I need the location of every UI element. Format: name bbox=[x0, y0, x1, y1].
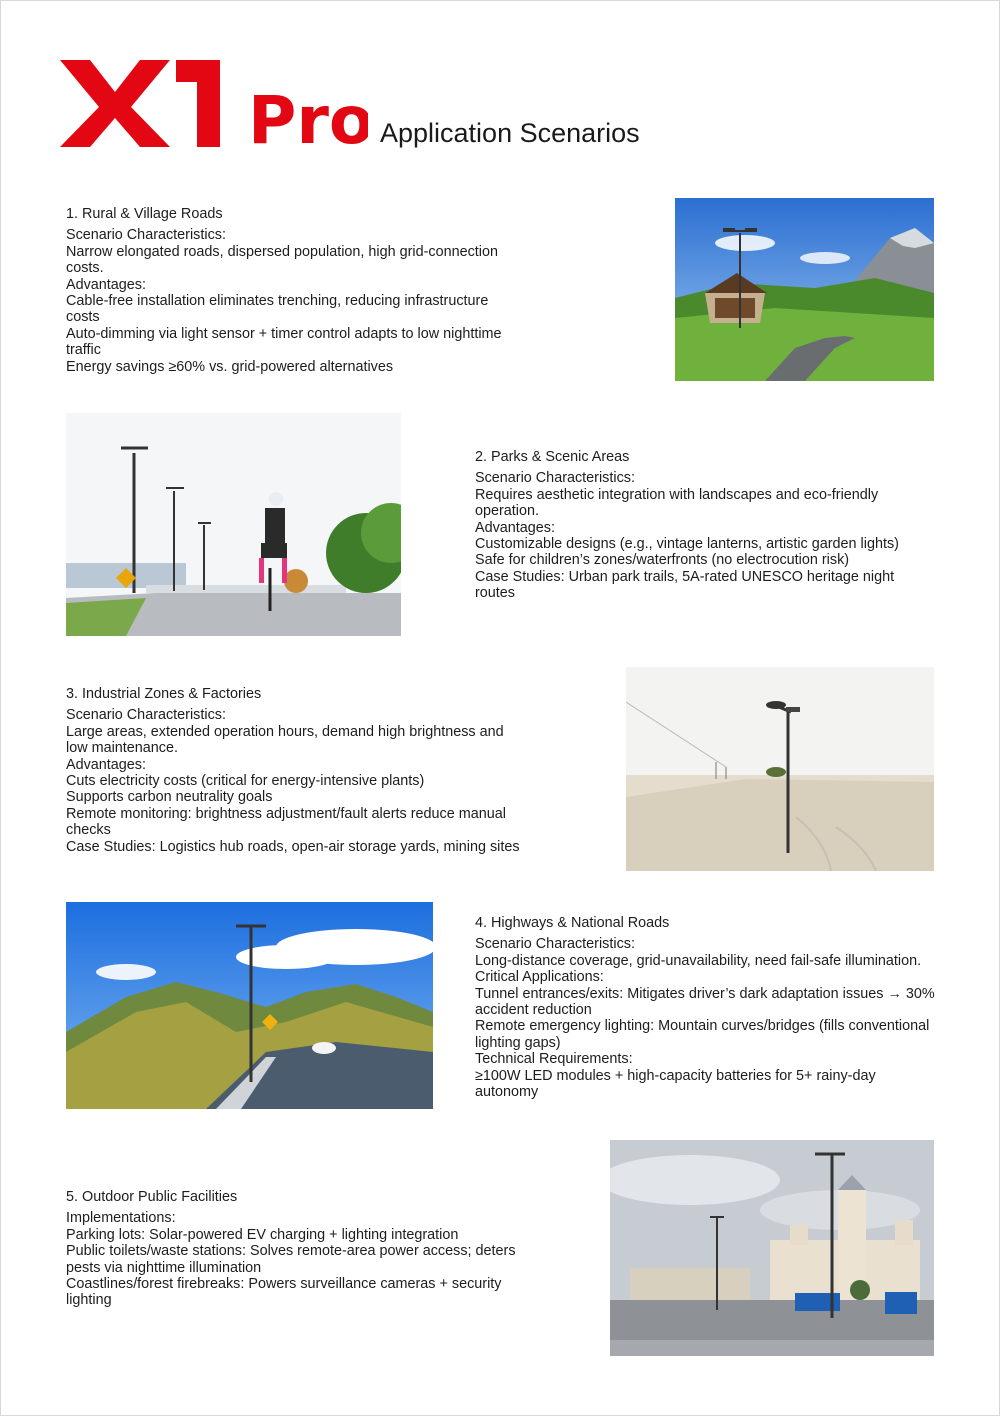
section-line: Large areas, extended operation hours, demand high brightness and low maintenance. bbox=[66, 723, 504, 757]
page-subtitle: Application Scenarios bbox=[380, 118, 640, 148]
section-line: Critical Applications: bbox=[475, 969, 604, 986]
section-line: Cable-free installation eliminates trenching, reducing infrastructure costs bbox=[66, 293, 489, 326]
section-line: Coastlines/forest firebreaks: Powers surveillance cameras + security lighting bbox=[66, 1276, 502, 1309]
section-line: Public toilets/waste stations: Solves remote-area power access; deters pests via nighttime illumination bbox=[66, 1243, 516, 1276]
section-public-facilities bbox=[66, 1189, 526, 1309]
section-line: Safe for children’s zones/waterfronts (no electrocution risk) bbox=[475, 552, 850, 569]
section-line: Scenario Characteristics: bbox=[475, 470, 635, 487]
section-line: Cuts electricity costs (critical for energy-intensive plants) bbox=[66, 773, 425, 790]
section-title: 2. Parks & Scenic Areas bbox=[475, 449, 630, 465]
section-line: Narrow elongated roads, dispersed population, high grid-connection costs. bbox=[66, 243, 498, 277]
section-title: 3. Industrial Zones & Factories bbox=[66, 686, 262, 702]
section-line: Scenario Characteristics: bbox=[66, 707, 226, 724]
section-highways bbox=[475, 915, 937, 1100]
photo-public-plaza bbox=[610, 1140, 934, 1356]
section-industrial bbox=[66, 686, 526, 855]
photo-park-cyclist bbox=[66, 413, 401, 636]
section-line: Technical Requirements: bbox=[475, 1051, 633, 1068]
brand-logo bbox=[58, 55, 368, 155]
photo-highway bbox=[66, 902, 433, 1109]
section-line: Supports carbon neutrality goals bbox=[66, 789, 273, 806]
section-line: ≥100W LED modules + high-capacity batteries for 5+ rainy-day autonomy bbox=[475, 1067, 876, 1101]
section-title: 4. Highways & National Roads bbox=[475, 915, 670, 931]
section-line: Tunnel entrances/exits: Mitigates driver’s dark adaptation issues → 30% accident reduction bbox=[475, 985, 935, 1019]
section-line: Long-distance coverage, grid-unavailability, need fail-safe illumination. bbox=[475, 952, 922, 969]
section-line: Remote monitoring: brightness adjustment/fault alerts reduce manual checks bbox=[66, 805, 506, 839]
section-line: Auto-dimming via light sensor + timer control adapts to low nighttime traffic bbox=[66, 325, 502, 359]
section-line: Parking lots: Solar-powered EV charging + lighting integration bbox=[66, 1226, 459, 1243]
section-line: Customizable designs (e.g., vintage lanterns, artistic garden lights) bbox=[475, 536, 899, 553]
section-title: 1. Rural & Village Roads bbox=[66, 206, 223, 222]
section-line: Scenario Characteristics: bbox=[475, 936, 635, 953]
section-line: Scenario Characteristics: bbox=[66, 227, 226, 244]
section-line: Case Studies: Logistics hub roads, open-air storage yards, mining sites bbox=[66, 838, 520, 855]
section-line: Case Studies: Urban park trails, 5A-rated UNESCO heritage night routes bbox=[475, 568, 895, 602]
photo-industrial-desert bbox=[626, 667, 934, 871]
brand-model: Pro bbox=[248, 82, 368, 155]
section-line: Implementations: bbox=[66, 1210, 176, 1227]
section-line: Advantages: bbox=[66, 276, 147, 293]
section-line: Advantages: bbox=[66, 756, 147, 773]
section-line: Energy savings ≥60% vs. grid-powered alternatives bbox=[66, 358, 394, 375]
section-title: 5. Outdoor Public Facilities bbox=[66, 1189, 238, 1205]
section-line: Requires aesthetic integration with landscapes and eco-friendly operation. bbox=[475, 486, 879, 520]
section-line: Advantages: bbox=[475, 519, 556, 536]
section-rural-roads bbox=[66, 206, 521, 375]
photo-rural-road bbox=[675, 198, 934, 381]
section-parks bbox=[475, 449, 915, 602]
section-line: Remote emergency lighting: Mountain curves/bridges (fills conventional lighting gaps) bbox=[475, 1018, 930, 1051]
